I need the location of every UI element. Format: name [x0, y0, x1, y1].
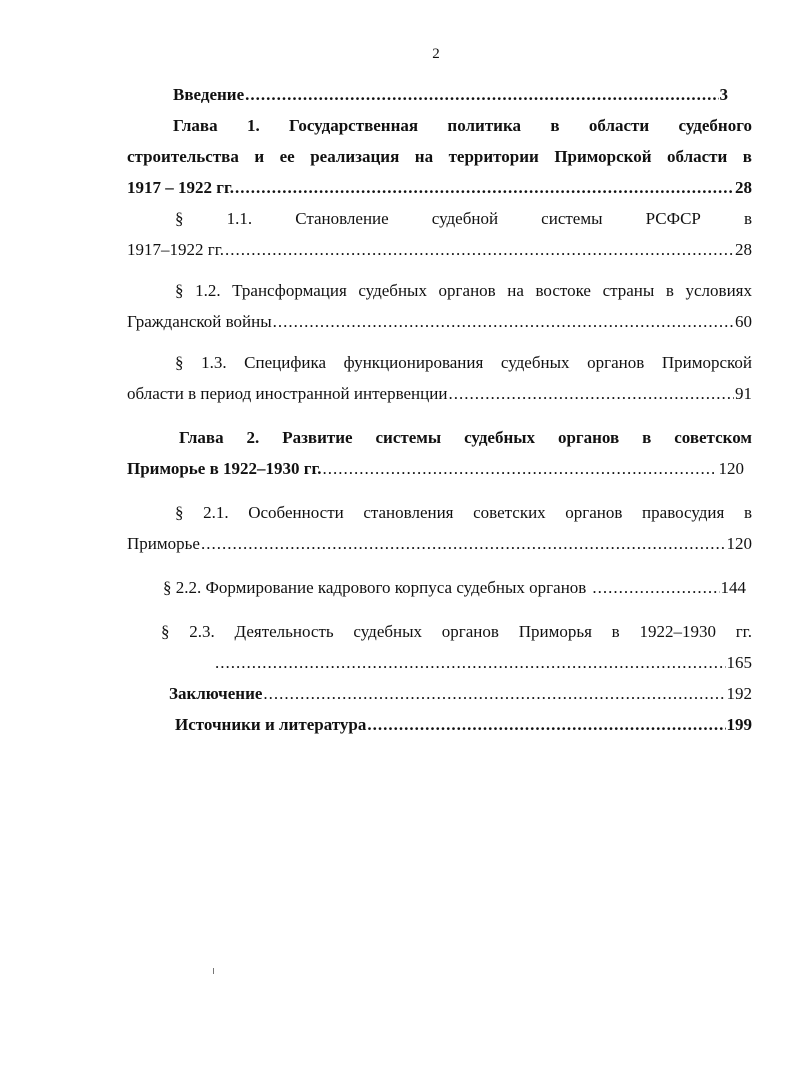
- table-of-contents: [127, 79, 752, 740]
- dot-leader: [367, 709, 725, 740]
- toc-entry-section-1-3: [127, 347, 752, 409]
- toc-label: 1917–1922 гг.: [127, 240, 225, 259]
- toc-text-line: § 2.3. Деятельность судебных органов Приморья в 1922–1930 гг.: [161, 622, 752, 641]
- dot-leader: [245, 79, 718, 110]
- page-number: 2: [432, 46, 440, 62]
- toc-label: Приморье в 1922–1930 гг.: [127, 459, 322, 478]
- toc-text-line: Глава 1. Государственная политика в области судебного: [173, 116, 752, 135]
- dot-leader: [273, 306, 734, 337]
- dot-leader: [448, 378, 734, 409]
- toc-entry-section-2-3: [127, 616, 752, 678]
- dot-leader: [592, 572, 719, 603]
- toc-page-number: 120: [718, 459, 744, 478]
- toc-page-number: 165: [726, 653, 752, 672]
- dot-leader: [235, 172, 734, 203]
- toc-label: Заключение: [169, 684, 263, 703]
- toc-text-line: § 1.3. Специфика функционирования судебных органов Приморской: [175, 353, 752, 372]
- scan-artifact-mark: [213, 968, 214, 974]
- dot-leader: [263, 678, 725, 709]
- toc-page-number: 60: [735, 312, 752, 331]
- toc-entry-section-1-2: [127, 275, 752, 337]
- toc-text-line: § 2.1. Особенности становления советских органов правосудия в: [175, 503, 752, 522]
- toc-page-number: 199: [726, 715, 752, 734]
- toc-label: Источники и литература: [175, 715, 367, 734]
- toc-entry-conclusion: [127, 678, 752, 709]
- toc-entry-introduction: [127, 79, 728, 110]
- toc-page-number: 3: [719, 85, 728, 104]
- toc-page-number: 91: [735, 384, 752, 403]
- toc-label: § 2.2. Формирование кадрового корпуса судебных органов: [163, 578, 587, 597]
- toc-page-number: 28: [735, 240, 752, 259]
- toc-entry-section-2-2: [127, 572, 746, 603]
- toc-label: Гражданской войны: [127, 312, 272, 331]
- dot-leader: [215, 647, 726, 678]
- toc-page-number: 144: [720, 578, 746, 597]
- toc-text-line: § 1.1. Становление судебной системы РСФСР в: [175, 209, 752, 228]
- toc-text-line: строительства и ее реализация на территории Приморской области в: [127, 147, 752, 166]
- toc-label: Введение: [173, 85, 245, 104]
- dot-leader: [201, 528, 726, 559]
- toc-text-line: § 1.2. Трансформация судебных органов на востоке страны в условиях: [175, 281, 752, 300]
- toc-entry-chapter-2: [127, 422, 752, 484]
- toc-label: 1917 – 1922 гг.: [127, 178, 235, 197]
- toc-entry-section-1-1: [127, 203, 752, 265]
- toc-label: области в период иностранной интервенции: [127, 384, 448, 403]
- dot-leader: [323, 453, 714, 484]
- toc-page-number: 28: [735, 178, 752, 197]
- toc-page-number: 120: [726, 534, 752, 553]
- toc-label: Приморье: [127, 534, 200, 553]
- toc-entry-sources: [127, 709, 752, 740]
- toc-text-line: Глава 2. Развитие системы судебных органов в советском: [179, 428, 752, 447]
- dot-leader: [225, 234, 734, 265]
- toc-entry-section-2-1: [127, 497, 752, 559]
- toc-entry-chapter-1: [127, 110, 752, 203]
- toc-page-number: 192: [726, 684, 752, 703]
